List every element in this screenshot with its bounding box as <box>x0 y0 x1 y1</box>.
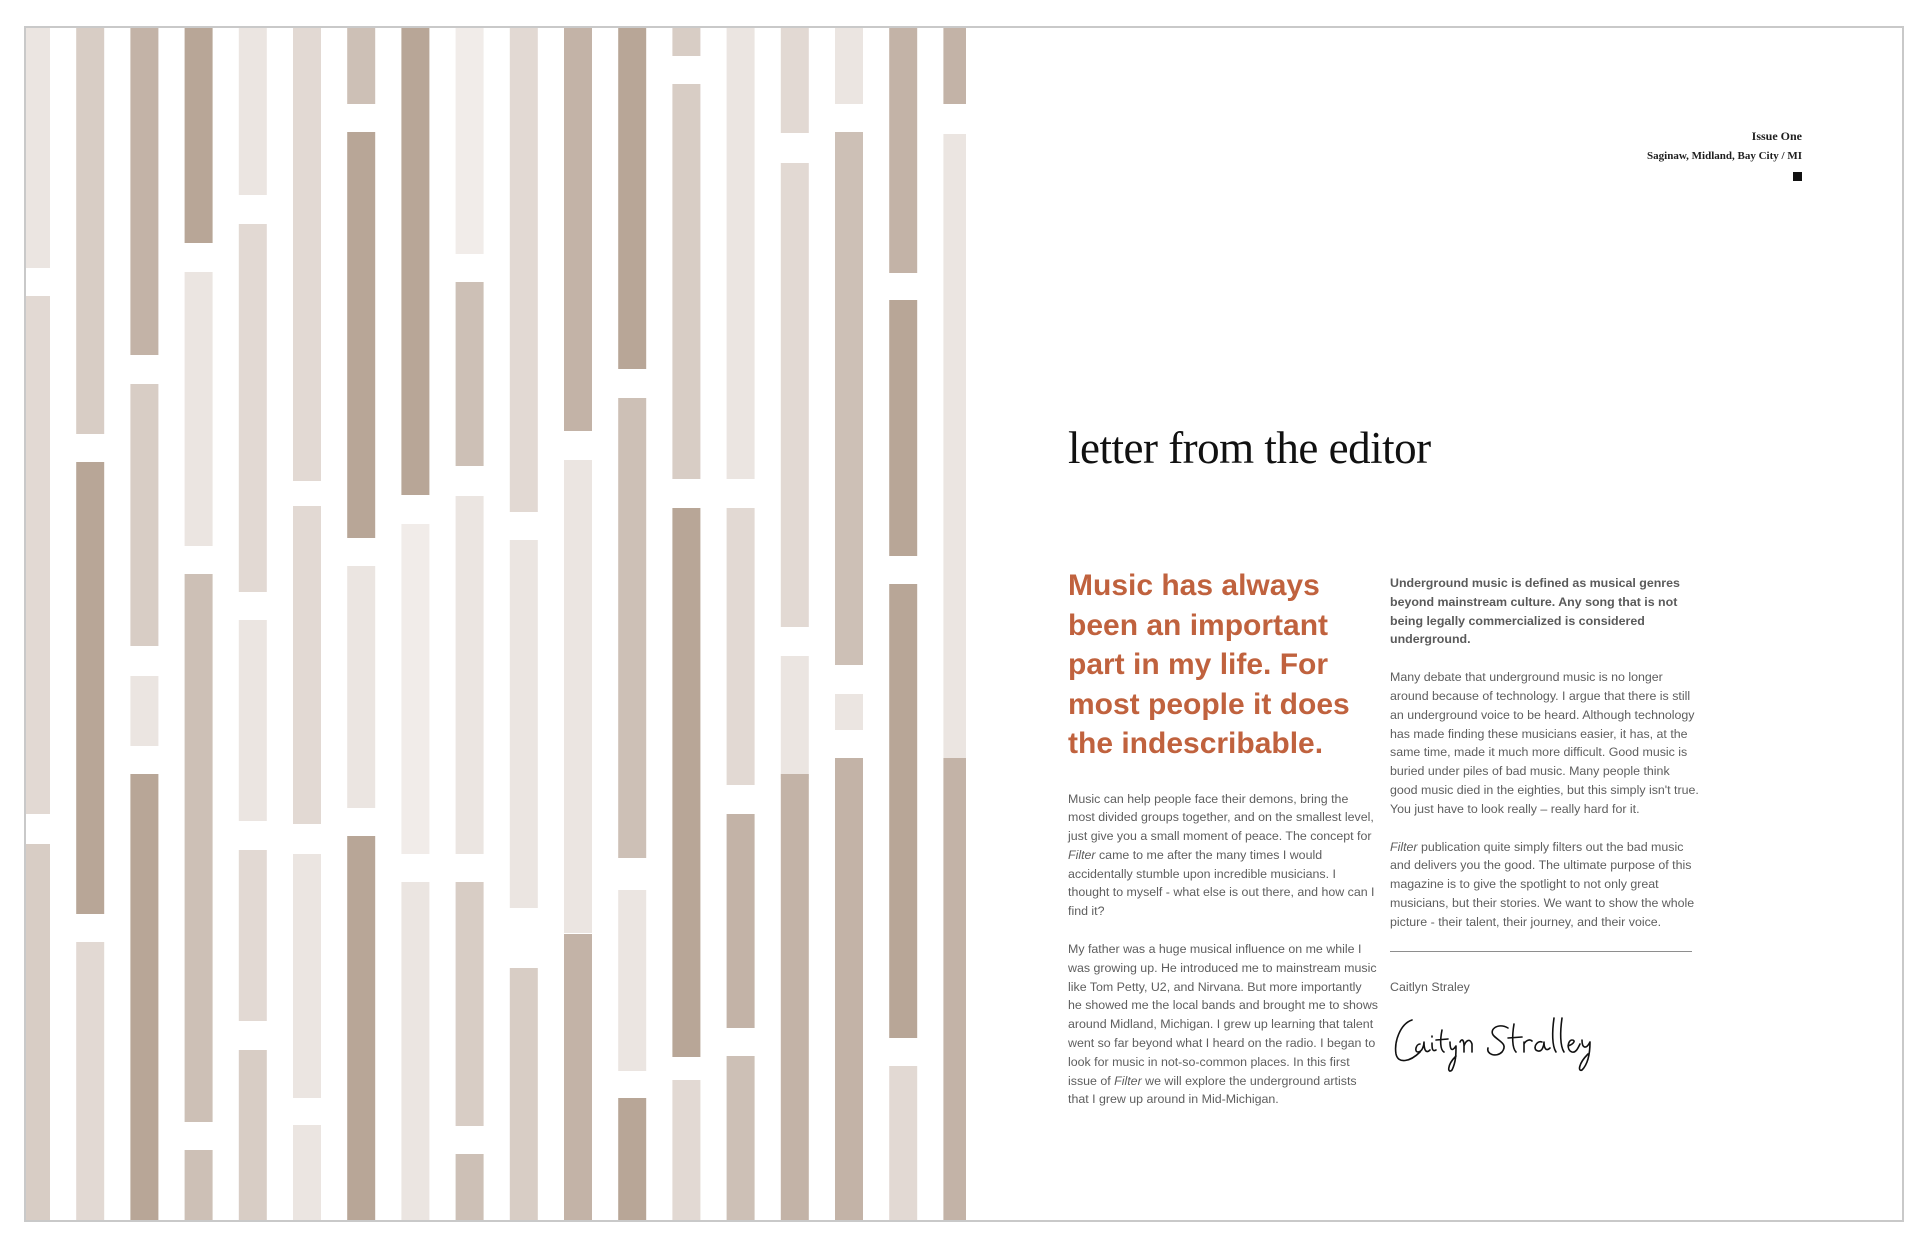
issue-info <box>1647 128 1802 181</box>
signature <box>1390 1010 1700 1079</box>
left-paragraph-2: My father was a huge musical influence on me while I was growing up. He introduced me to mainstream music like Tom Petty, U2, and Nirvana. But more importantly he showed me the local bands and brought me to shows around Midland, Michigan. I grew up learning that talent went so far beyond what I heard on the radio. I began to look for music in not-so-common places. In this first issue of Filter we will explore the underground artists that I grew up around in Mid-Michigan. <box>1068 942 1378 1107</box>
signature-graphic <box>1390 1010 1600 1074</box>
left-paragraph-1: Music can help people face their demons, bring the most divided groups together, and on the smallest level, just give you a small moment of peace. The concept for Filter came to me after the many times I would accidentally stumble upon incredible musicians. I thought to myself - what else is out there, and how can I find it? <box>1068 791 1375 919</box>
right-column <box>1390 574 1700 1079</box>
stripe-bar <box>239 28 267 195</box>
magazine-spread <box>24 26 1904 1222</box>
stripe-pattern-graphic <box>26 28 966 1222</box>
stripe-bar <box>185 574 213 1122</box>
page-title: letter from the editor <box>1068 423 1431 473</box>
stripe-bar <box>889 300 917 556</box>
stripe-bar <box>456 28 484 254</box>
stripe-bar <box>293 506 321 824</box>
stripe-bar <box>293 28 321 481</box>
signer-name: Caitlyn Straley <box>1390 979 1470 994</box>
stripe-bar <box>727 28 755 479</box>
stripe-bar <box>347 836 375 1222</box>
stripe-bar <box>401 28 429 495</box>
stripe-bar <box>564 934 592 1222</box>
issue-title: Issue One <box>1751 129 1802 143</box>
stripe-bar <box>456 882 484 1126</box>
stripe-bar <box>618 398 646 858</box>
stripe-pattern <box>26 28 966 1222</box>
stripe-bar <box>835 758 863 1222</box>
stripe-bar <box>130 384 158 646</box>
stripe-bar <box>76 28 104 434</box>
stripe-bar <box>943 758 966 1222</box>
stripe-bar <box>26 296 50 814</box>
issue-location: Saginaw, Midland, Bay City / MI <box>1647 150 1802 162</box>
right-paragraph-1: Many debate that underground music is no longer around because of technology. I argue that there is still an underground voice to be heard. Although technology has made finding these musicians easier, it has, at the same time, made it much more difficult. Good music is buried under piles of bad music. Many people think good music died in the eighties, but this simply isn't true. You just have to look really – really hard for it. <box>1390 670 1699 816</box>
stripe-bar <box>835 28 863 104</box>
stripe-bar <box>781 163 809 627</box>
stripe-bar <box>239 850 267 1021</box>
stripe-bar <box>781 28 809 133</box>
stripe-bar <box>510 540 538 908</box>
stripe-bar <box>618 890 646 1071</box>
stripe-bar <box>185 28 213 243</box>
stripe-bar <box>456 282 484 466</box>
stripe-bar <box>672 28 700 56</box>
stripe-bar <box>727 1056 755 1222</box>
stripe-bar <box>76 942 104 1222</box>
stripe-bar <box>26 28 50 268</box>
stripe-bar <box>564 28 592 431</box>
stripe-bar <box>943 28 966 104</box>
stripe-bar <box>239 224 267 592</box>
stripe-bar <box>130 28 158 355</box>
stripe-bar <box>889 1066 917 1222</box>
pull-quote: Music has always been an important part in my life. For most people it does the indescribable. <box>1068 569 1350 760</box>
stripe-bar <box>130 774 158 1222</box>
stripe-bar <box>781 774 809 1222</box>
stripe-bar <box>835 132 863 665</box>
stripe-bar <box>781 656 809 779</box>
stripe-bar <box>943 134 966 758</box>
stripe-bar <box>26 844 50 1222</box>
stripe-bar <box>347 132 375 538</box>
stripe-bar <box>835 694 863 730</box>
stripe-bar <box>185 1150 213 1222</box>
stripe-bar <box>889 28 917 273</box>
stripe-bar <box>672 508 700 1057</box>
stripe-bar <box>727 814 755 1028</box>
left-column <box>1068 566 1378 1128</box>
stripe-bar <box>510 28 538 512</box>
stripe-bar <box>293 854 321 1098</box>
stripe-bar <box>130 676 158 746</box>
stripe-bar <box>293 1125 321 1222</box>
stripe-bar <box>456 1154 484 1222</box>
stripe-bar <box>727 508 755 785</box>
divider <box>1390 951 1692 952</box>
square-mark-icon <box>1793 172 1802 181</box>
stripe-bar <box>401 882 429 1222</box>
stripe-bar <box>456 496 484 854</box>
stripe-bar <box>889 584 917 1038</box>
right-paragraph-2: Filter publication quite simply filters out the bad music and delivers you the good. The ultimate purpose of this magazine is to give the spotlight to not only great musicians, but their stories. We want to show the whole picture - their talent, their journey, and their voice. <box>1390 839 1695 929</box>
stripe-bar <box>401 524 429 854</box>
stripe-bar <box>347 566 375 808</box>
editor-letter-page <box>966 28 1904 1222</box>
stripe-bar <box>618 28 646 369</box>
stripe-bar <box>510 968 538 1222</box>
definition-paragraph: Underground music is defined as musical genres beyond mainstream culture. Any song that is not being legally commercialized is considered underground. <box>1390 576 1680 647</box>
stripe-bar <box>564 460 592 933</box>
stripe-bar <box>672 84 700 479</box>
stripe-bar <box>618 1098 646 1222</box>
stripe-bar <box>239 620 267 821</box>
stripe-bar <box>672 1080 700 1222</box>
stripe-bar <box>239 1050 267 1222</box>
stripe-bar <box>76 462 104 914</box>
stripe-bar <box>185 272 213 546</box>
stripe-bar <box>347 28 375 104</box>
